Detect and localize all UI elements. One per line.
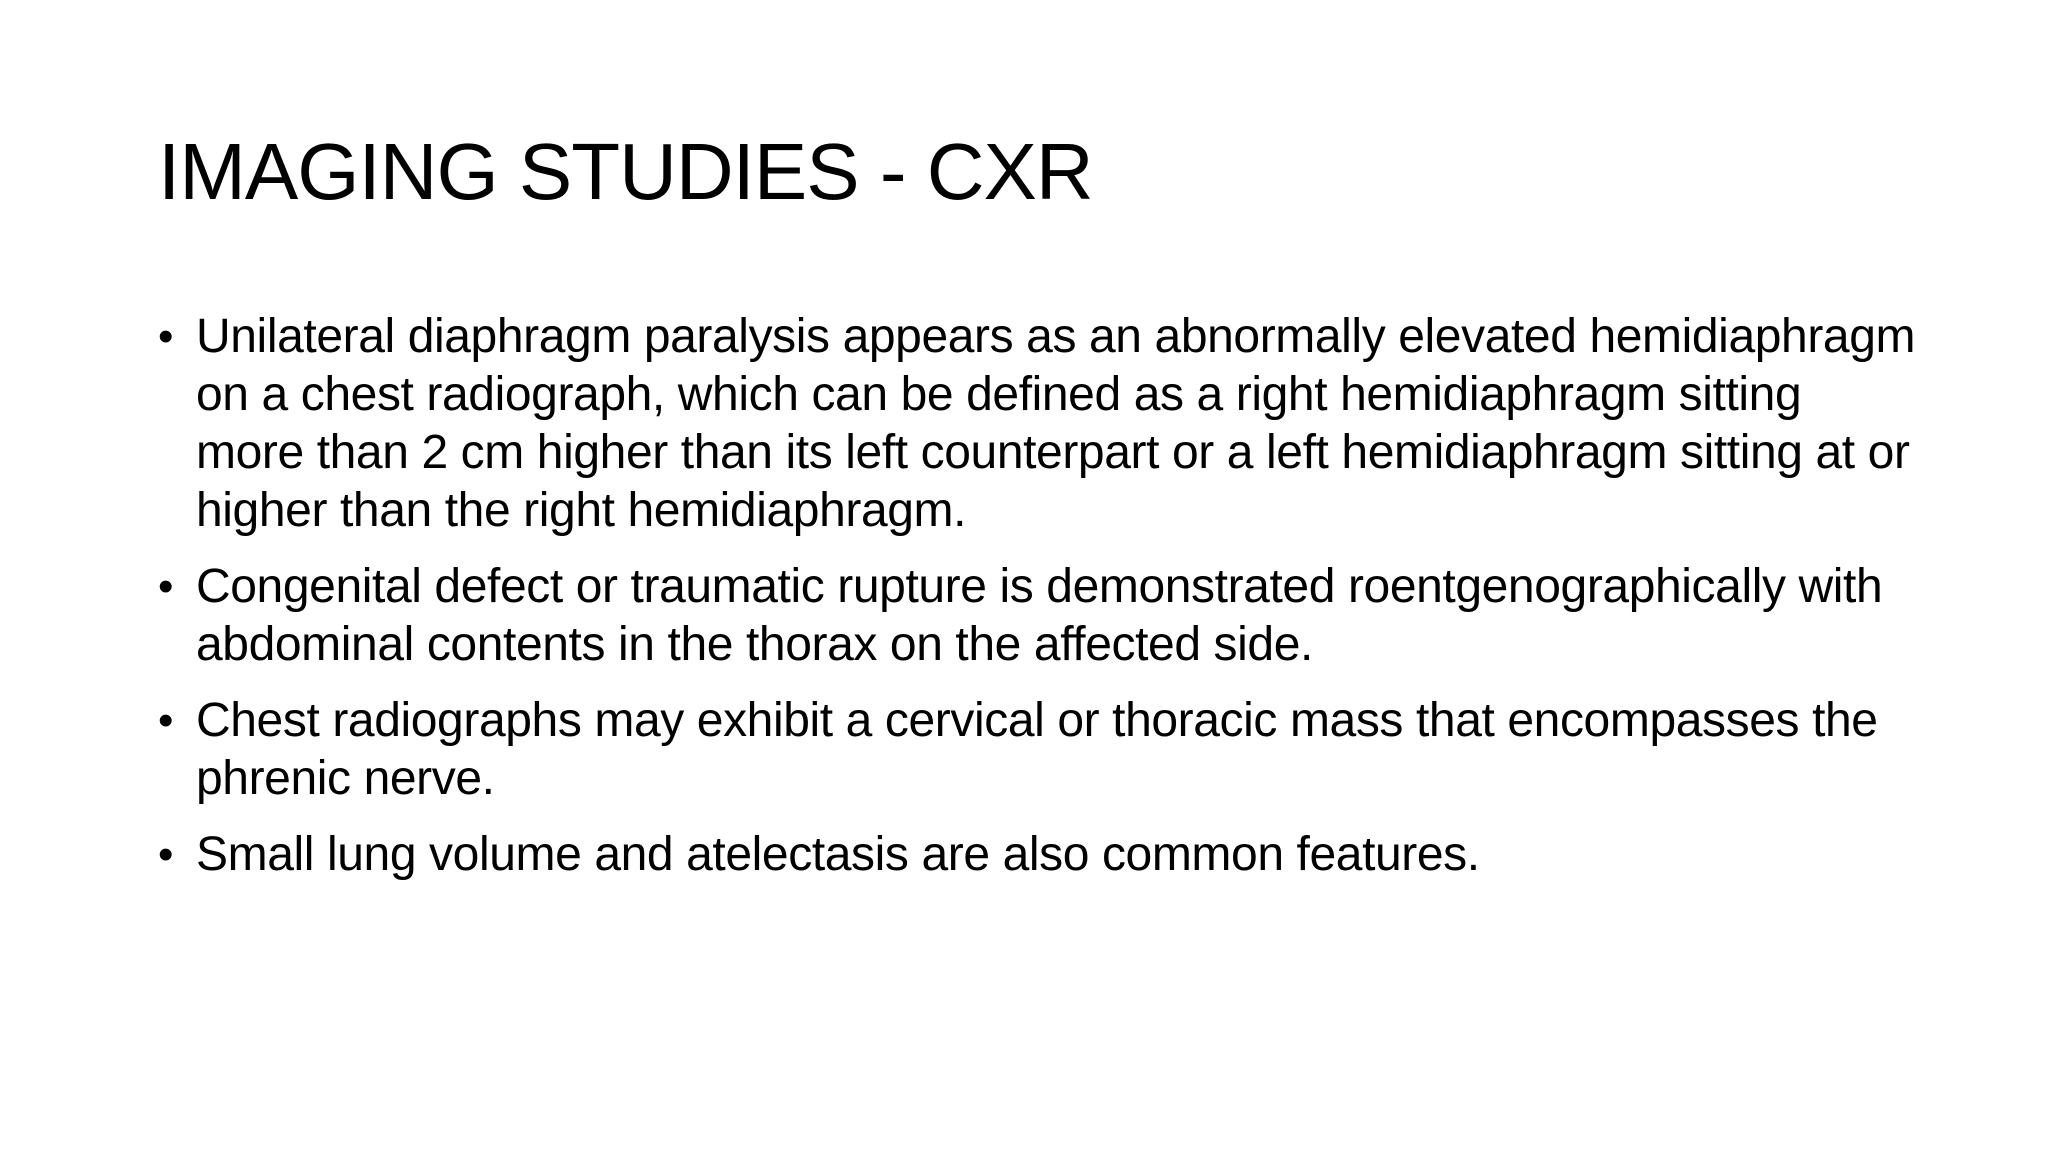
- bullet-item: [158, 826, 1918, 884]
- bullet-text: Small lung volume and atelectasis are also common features.: [196, 828, 1480, 881]
- bullet-item: [158, 558, 1918, 674]
- bullet-item: [158, 692, 1918, 808]
- bullet-text: Unilateral diaphragm paralysis appears as an abnormally elevated hemidiaphragm on a chest radiograph, which can be defined as a right hemidiaphragm sitting more than 2 cm higher than its left counterpart or a left hemidiaphragm sitting at or higher than the right hemidiaphragm.: [196, 310, 1916, 537]
- bullet-marker: •: [158, 830, 174, 879]
- bullet-text: Congenital defect or traumatic rupture is demonstrated roentgenographically with abdominal contents in the thorax on the affected side.: [196, 560, 1883, 671]
- bullet-marker: •: [158, 696, 174, 745]
- bullet-item: [158, 308, 1918, 540]
- bullet-list: [158, 308, 1918, 902]
- bullet-marker: •: [158, 312, 174, 361]
- bullet-marker: •: [158, 562, 174, 611]
- bullet-text: Chest radiographs may exhibit a cervical or thoracic mass that encompasses the phrenic nerve.: [196, 694, 1878, 805]
- slide-title: IMAGING STUDIES - CXR: [158, 127, 1093, 216]
